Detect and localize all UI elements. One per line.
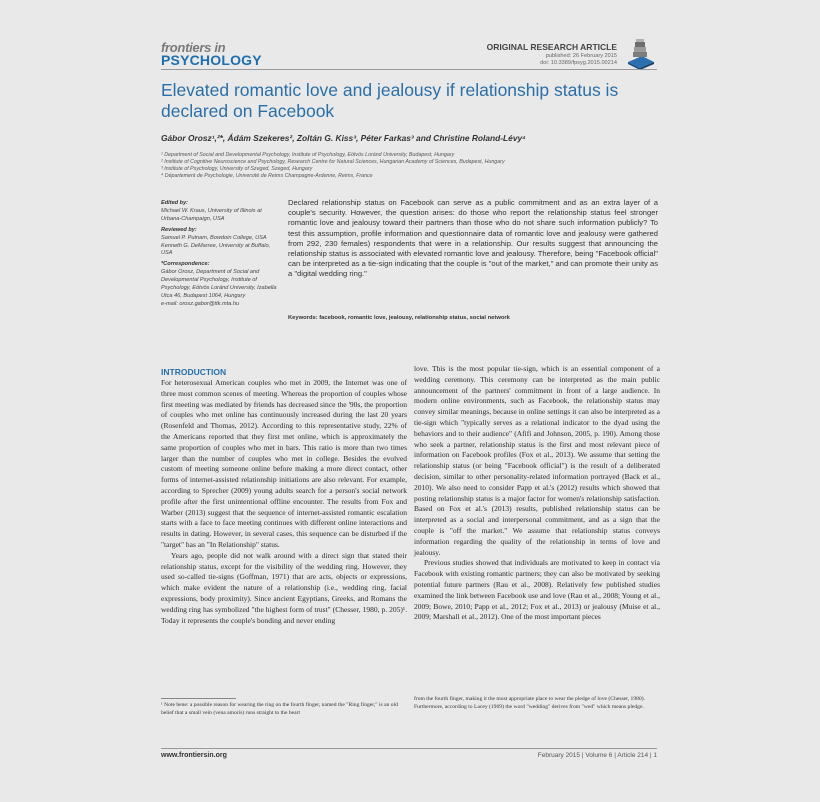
edited-by-label: Edited by: — [161, 200, 189, 206]
article-type: ORIGINAL RESEARCH ARTICLE — [486, 42, 617, 52]
correspondence-email[interactable]: e-mail: orosz.gabor@ttk.mta.hu — [161, 300, 240, 307]
header-rule — [161, 69, 657, 70]
footnote-left: ¹ Note bene: a possible reason for wearing the ring on the fourth finger, named the "Ring finger," is an old belief that a small vein (vena amoris) runs straight to the heart — [161, 702, 398, 716]
footnote-right: from the fourth finger, making it the most appropriate place to wear the pledge of love (Chesser, 1980). Furthermore, according to Lacey (1969) the word "wedding" derives from "wed" which means pledge. — [414, 696, 645, 710]
issue-info: February 2015 | Volume 6 | Article 214 | 1 — [537, 752, 657, 759]
paragraph: For heterosexual American couples who met in 2009, the Internet was one of three most common scenes of meeting. Whereas the proportion of couples whose first meeting was mediated by friends has decreased since the '90s, the proportion of couples who met online has continuously increased during the last 20 years (Rosenfeld and Thomas, 2012). According to this representative study, 22% of the Americans reported that they first met online, which is approximately the same proportion of couples who met in bars. This ratio is more than two times larger than the number of couples who met in college. Besides the evolved custom of meeting someone online before making a more direct contact, other forms of internet-assisted relationship initiations are also relevant. For example, according to Sprecher (2009) young adults search for a person's social network profile after the first unintentional offline encounter. The results from Fox and Warber (2013) suggest that the sequence of internet-assisted romantic escalation starts with a face to face meeting continues with different online interactions and results in dating. However, in several cases, this sequence can be disturbed if the "target" has an "In Relationship" status. — [161, 378, 407, 549]
paragraph: love. This is the most popular tie-sign, which is an essential component of a wedding ceremony. This ceremony can be interpreted as the main public announcement of the partners' commitment in front of a large audience. In modern online environments, such as Facebook, the relationship status may convey similar meanings, because in online settings it can also be interpreted as a tie-sign which "typically serves as a relational indicator to the dyad using the behaviors and to their audience" (Afifi and Johnson, 2005, p. 190). Among those who seek a partner, relationship status is the first and most relevant piece of information on Facebook profiles (Fox et al., 2013). We assume that setting the relationship status (or being "Facebook official") is the result of a deliberated decision, similar to other personality-related information portrayed (Back et al., 2010). We also need to consider Papp et al.'s (2012) results which showed that posting relationship status is a major factor for women's relationship satisfaction. Based on Fox et al.'s (2013) results, published relationship status can be interpreted as a social and interpersonal commitment, and as a sign that the couple is "off the market." We assume that relationship status conveys information regarding the quality of the relationship in terms of love and jealousy. — [414, 364, 660, 557]
keywords: Keywords: facebook, romantic love, jealousy, relationship status, social network — [288, 315, 510, 321]
author-list: Gábor Orosz¹,²*, Ádám Szekeres², Zoltán G. Kiss³, Péter Farkas³ and Christine Roland-Lévy⁴ — [161, 133, 526, 143]
body-column-left — [161, 378, 407, 626]
editorial-sidebar — [161, 200, 279, 309]
journal-logo-line2: PSYCHOLOGY — [161, 52, 262, 68]
journal-logo-line1: frontiers in — [161, 40, 226, 55]
reviewer-1: Samuel P. Putnam, Bowdoin College, USA — [161, 234, 267, 241]
reviewed-by-label: Reviewed by: — [161, 226, 197, 233]
published-date: published: 26 February 2015 — [545, 53, 617, 59]
affiliation-2: ² Institute of Cognitive Neuroscience and Psychology, Research Centre for Natural Sciences, Hungarian Academy of Sciences, Budapest, Hungary — [161, 159, 505, 165]
editor-name: Michael W. Kraus, University of Illinois at Urbana-Champaign, USA — [161, 207, 262, 222]
affiliation-3: ³ Institute of Psychology, University of Szeged, Szeged, Hungary — [161, 166, 313, 172]
reviewer-2: Kenneth G. DeMarree, University at Buffalo, USA — [161, 242, 271, 257]
footnote-rule — [161, 698, 236, 699]
paragraph: Years ago, people did not walk around with a direct sign that stated their relationship status, except for the visibility of the wedding ring. However, they used so-called tie-signs (Goffman, 1971) that are acts, objects or expressions, which make evident the nature of a relationship (i.e., wedding ring, facial expressions, body proximity). Since ancient Egyptians, Greeks, and Romans the wedding ring has symbolized "the highest form of trust" (Chesser, 1980, p. 205)¹. Today it represents the couple's bonding and never ending — [161, 550, 407, 625]
affiliation-4: ⁴ Département de Psychologie, Université de Reims Champagne-Ardenne, Reims, France — [161, 173, 373, 179]
body-column-right — [414, 364, 660, 623]
affiliation-1: ¹ Department of Social and Developmental Psychology, Institute of Psychology, Eötvös Loránd University, Budapest, Hungary — [161, 152, 455, 158]
doi: doi: 10.3389/fpsyg.2015.00214 — [540, 60, 617, 66]
journal-emblem-icon — [620, 38, 660, 70]
correspondence-label: *Correspondence: — [161, 261, 210, 268]
correspondence-address: Gábor Orosz, Department of Social and Developmental Psychology, Institute of Psychology, Eötvös Loránd University, Izabella Utca 46, Budapest 1064, Hungary — [161, 269, 277, 299]
paragraph: Previous studies showed that individuals are motivated to keep in contact via Facebook with existing romantic partners; they can also be motivated by seeking potential future partners (Rau et al., 2008). Relatively few published studies examined the link between Facebook use and love (Rau et al., 2008; Young et al., 2009; Bowe, 2010; Papp et al., 2012; Fox et al., 2013) or jealousy (Muise et al., 2009; Marshall et al., 2012). One of the most important pieces — [414, 558, 660, 622]
article-title: Elevated romantic love and jealousy if relationship status is declared on Facebook — [161, 80, 619, 121]
journal-website-link[interactable]: www.frontiersin.org — [161, 752, 227, 759]
abstract: Declared relationship status on Facebook can serve as a public commitment and as an extra layer of a couple's security. However, the question arises: do those who report the relationship status feel stronger romantic love and jealousy toward their partners than those who do not share such information publicly? To test this assumption, profile information and questionnaire data of romantic love and jealousy were gathered from 292, 230 females) respondents that were in a relationship. Our results suggest that announcing the relationship status is associated with elevated romantic love and jealousy. Therefore, being "Facebook official" can be interpreted as a tie-sign indicating that the couple is "out of the market," and can promote their unity as a "digital wedding ring." — [288, 198, 658, 279]
section-heading-introduction: INTRODUCTION — [161, 367, 227, 377]
footer-rule — [161, 748, 657, 749]
